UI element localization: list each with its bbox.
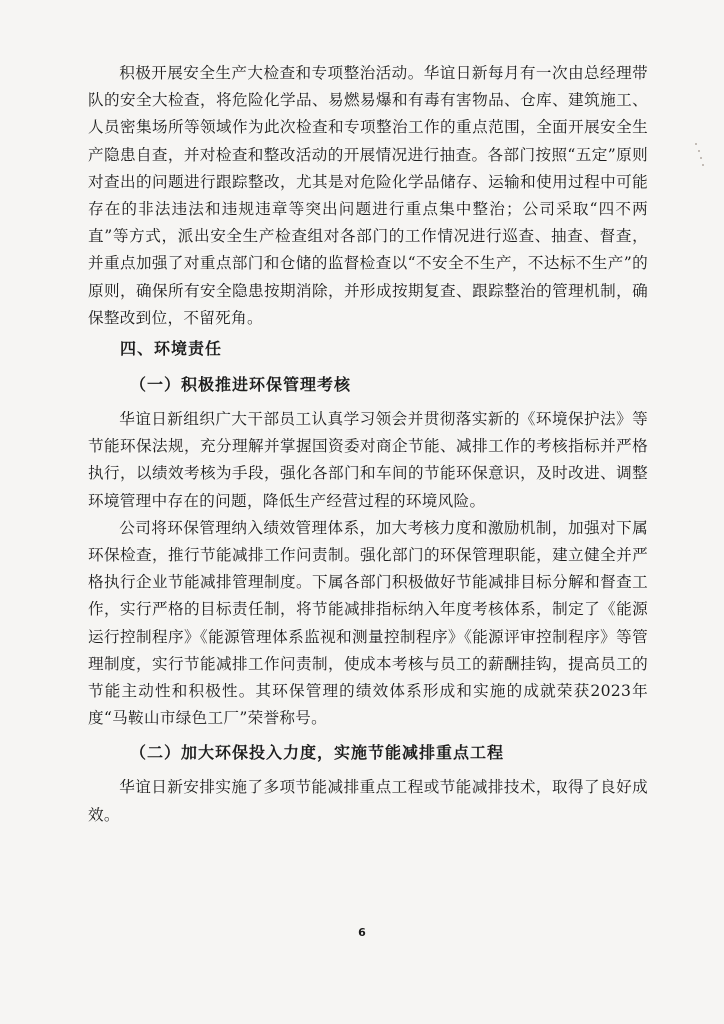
- paragraph-env-performance: 公司将环保管理纳入绩效管理体系，加大考核力度和激励机制，加强对下属环保检查，推行节能减排工作问责制。强化部门的环保管理职能，建立健全并严格执行企业节能减排管理制度。下属各部门积极做好节能减排目标分解和督查工作，实行严格的目标责任制，将节能减排指标纳入年度考核体系，制定了《能源运行控制程序》《能源管理体系监视和测量控制程序》《能源评审控制程序》等管理制度，实行节能减排工作问责制，使成本考核与员工的薪酬挂钩，提高员工的节能主动性和积极性。其环保管理的绩效体系形成和实施的成就荣获2023年度“马鞍山市绿色工厂”荣誉称号。: [88, 518, 648, 728]
- binding-mark-icon: [690, 138, 710, 178]
- subsection-heading-1: （一）积极推进环保管理考核: [130, 375, 352, 395]
- paragraph-energy-projects: 华谊日新安排实施了多项节能减排重点工程或节能减排技术，取得了良好成效。: [88, 778, 648, 824]
- document-body: [88, 60, 648, 829]
- paragraph-env-law: 华谊日新组织广大干部员工认真学习领会并贯彻落实新的《环境保护法》等节能环保法规，充分理解并掌握国资委对商企节能、减排工作的考核指标并严格执行，以绩效考核为手段，强化各部门和车间的节能环保意识，及时改进、调整环境管理中存在的问题，降低生产经营过程的环境风险。: [88, 410, 648, 510]
- subsection-heading-2: （二）加大环保投入力度，实施节能减排重点工程: [130, 743, 505, 763]
- section-heading-environment: 四、环境责任: [120, 339, 223, 359]
- page-number: 6: [358, 926, 366, 939]
- paragraph-safety-inspection: 积极开展安全生产大检查和专项整治活动。华谊日新每月有一次由总经理带队的安全大检查，将危险化学品、易燃易爆和有毒有害物品、仓库、建筑施工、人员密集场所等领域作为此次检查和专项整治工作的重点范围，全面开展安全生产隐患自查，并对检查和整改活动的开展情况进行抽查。各部门按照“五定”原则对查出的问题进行跟踪整改，尤其是对危险化学品储存、运输和使用过程中可能存在的非法违法和违规违章等突出问题进行重点集中整治；公司采取“四不两直”等方式，派出安全生产检查组对各部门的工作情况进行巡查、抽查、督查，并重点加强了对重点部门和仓储的监督检查以“不安全不生产，不达标不生产”的原则，确保所有安全隐患按期消除，并形成按期复查、跟踪整治的管理机制，确保整改到位，不留死角。: [88, 64, 648, 327]
